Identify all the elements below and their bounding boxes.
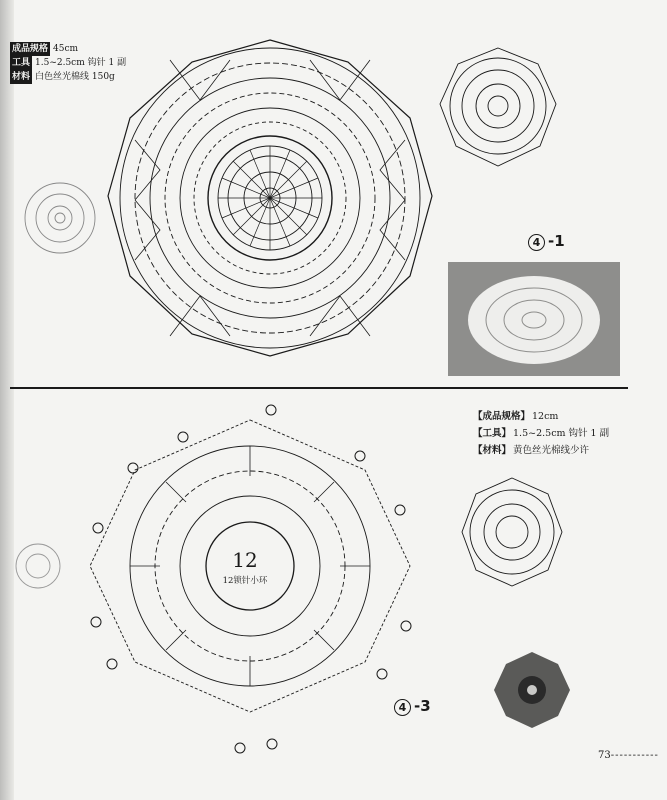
page-number bbox=[598, 750, 659, 761]
center-ring-caption: 12锁针小环 bbox=[222, 576, 268, 586]
page-number-value: 73 bbox=[598, 750, 611, 761]
spec-size-label: 成品规格 bbox=[12, 44, 49, 54]
spec-material-value: 白色丝光棉线 150g bbox=[35, 72, 115, 82]
spec-tool-label: 【工具】 bbox=[473, 428, 512, 439]
spec-size-label: 【成品规格】 bbox=[473, 411, 531, 422]
circled-number: 4 bbox=[528, 234, 545, 251]
figure-label-4-3 bbox=[394, 697, 431, 716]
section-divider bbox=[10, 387, 628, 389]
spec-tool-label: 工具 bbox=[12, 58, 31, 68]
circled-number: 4 bbox=[394, 699, 411, 716]
doily-thumbnail-left bbox=[25, 183, 95, 253]
photo-doily-shape bbox=[448, 262, 620, 376]
spec-size bbox=[473, 408, 609, 425]
spec-material-value: 黄色丝光棉线少许 bbox=[513, 445, 590, 456]
spec-material-label: 材料 bbox=[12, 72, 31, 82]
large-doily-chart bbox=[108, 40, 432, 356]
spec-material bbox=[473, 442, 609, 459]
finished-doily-dark bbox=[494, 652, 570, 728]
spec-size-value: 45cm bbox=[53, 44, 79, 54]
spec-tool bbox=[10, 56, 126, 70]
finished-doily-photo bbox=[448, 262, 620, 376]
figure-suffix: -3 bbox=[414, 697, 431, 715]
spec-block-bottom bbox=[473, 408, 609, 459]
spec-size bbox=[10, 42, 126, 56]
spec-material-label: 【材料】 bbox=[473, 445, 512, 456]
spec-block-top bbox=[10, 42, 126, 84]
spec-tool bbox=[473, 425, 609, 442]
doily-thumbnail-top-right bbox=[440, 48, 556, 166]
figure-label-4-1 bbox=[528, 232, 565, 251]
page-number-dashes: ----------- bbox=[610, 750, 659, 761]
spec-size-value: 12cm bbox=[532, 411, 559, 422]
doily-thumbnail-bottom-right bbox=[462, 478, 562, 586]
doily-thumbnail-bottom-left bbox=[16, 544, 60, 588]
center-ring-number: 12 bbox=[232, 548, 258, 572]
spec-tool-value: 1.5~2.5cm 钩针 1 副 bbox=[35, 58, 127, 68]
spec-tool-value: 1.5~2.5cm 钩针 1 副 bbox=[513, 428, 610, 439]
spec-material bbox=[10, 70, 126, 84]
figure-suffix: -1 bbox=[548, 232, 565, 250]
